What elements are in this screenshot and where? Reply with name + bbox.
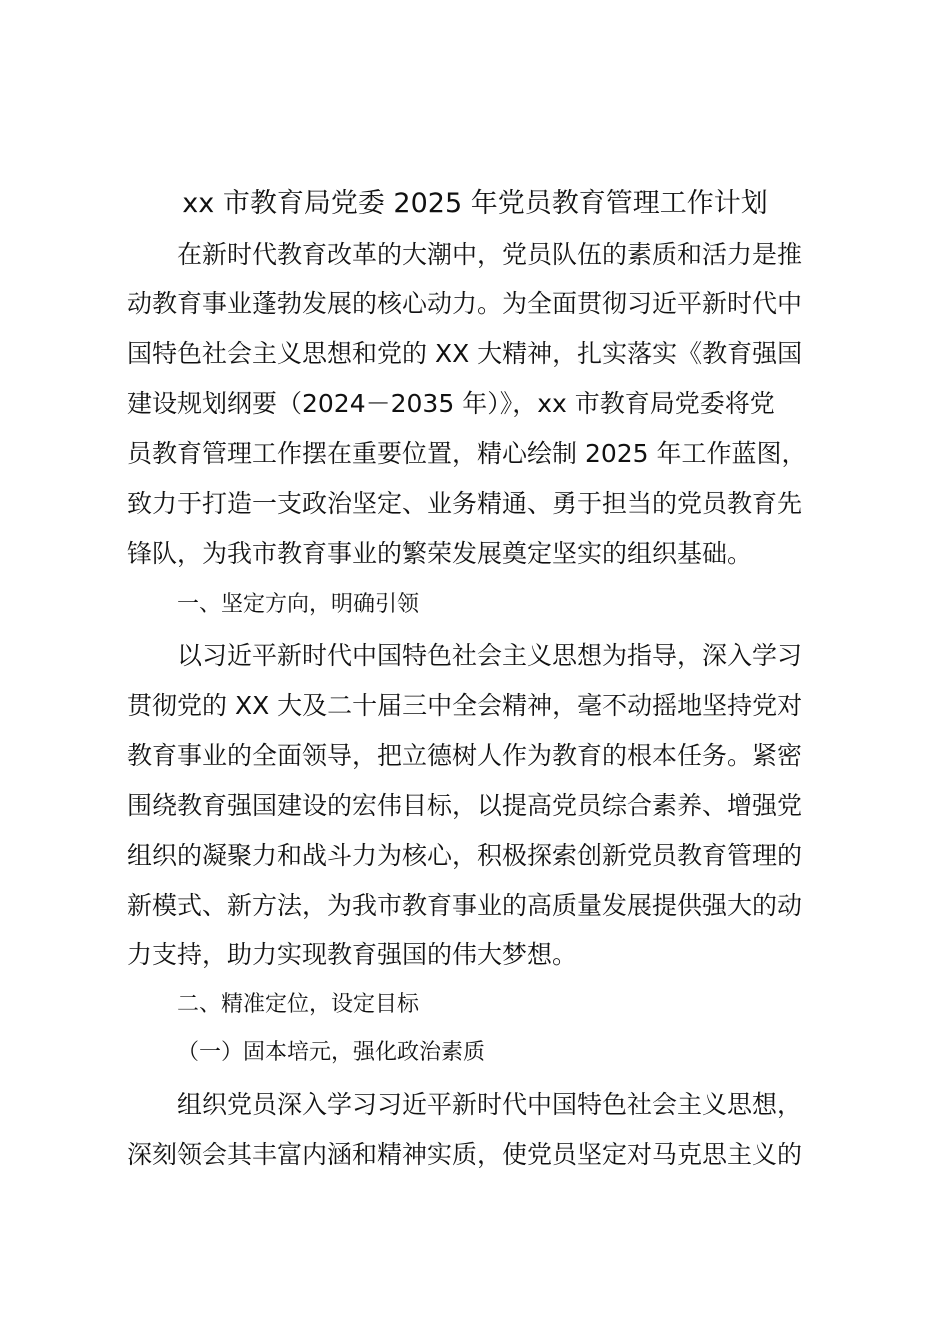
- subsection-heading: （一）固本培元，强化政治素质: [177, 1040, 486, 1065]
- intro-line: 建设规划纲要（2024－2035 年）》，xx 市教育局党委将党: [127, 389, 775, 418]
- subsection1-line: 组织党员深入学习习近平新时代中国特色社会主义思想，: [177, 1090, 803, 1119]
- section-heading: 二、精准定位，设定目标: [177, 992, 420, 1017]
- section1-line: 教育事业的全面领导，把立德树人作为教育的根本任务。紧密: [127, 741, 803, 770]
- intro-line: 致力于打造一支政治坚定、业务精通、勇于担当的党员教育先: [127, 489, 803, 518]
- document-title: xx 市教育局党委 2025 年党员教育管理工作计划: [182, 188, 768, 219]
- intro-line: 国特色社会主义思想和党的 XX 大精神，扎实落实《教育强国: [127, 339, 803, 368]
- subsection1-line: 深刻领会其丰富内涵和精神实质，使党员坚定对马克思主义的: [127, 1140, 803, 1169]
- section1-line: 力支持，助力实现教育强国的伟大梦想。: [127, 940, 578, 969]
- intro-line: 动教育事业蓬勃发展的核心动力。为全面贯彻习近平新时代中: [127, 289, 803, 318]
- section1-line: 新模式、新方法，为我市教育事业的高质量发展提供强大的动: [127, 891, 803, 920]
- intro-line: 锋队，为我市教育事业的繁荣发展奠定坚实的组织基础。: [127, 539, 753, 568]
- intro-line: 在新时代教育改革的大潮中，党员队伍的素质和活力是推: [177, 240, 803, 269]
- section1-line: 以习近平新时代中国特色社会主义思想为指导，深入学习: [177, 641, 803, 670]
- intro-line: 员教育管理工作摆在重要位置，精心绘制 2025 年工作蓝图，: [127, 439, 807, 468]
- section1-line: 组织的凝聚力和战斗力为核心，积极探索创新党员教育管理的: [127, 841, 803, 870]
- section1-line: 贯彻党的 XX 大及二十届三中全会精神，毫不动摇地坚持党对: [127, 691, 803, 720]
- section-heading: 一、坚定方向，明确引领: [177, 592, 420, 617]
- section1-line: 围绕教育强国建设的宏伟目标，以提高党员综合素养、增强党: [127, 791, 803, 820]
